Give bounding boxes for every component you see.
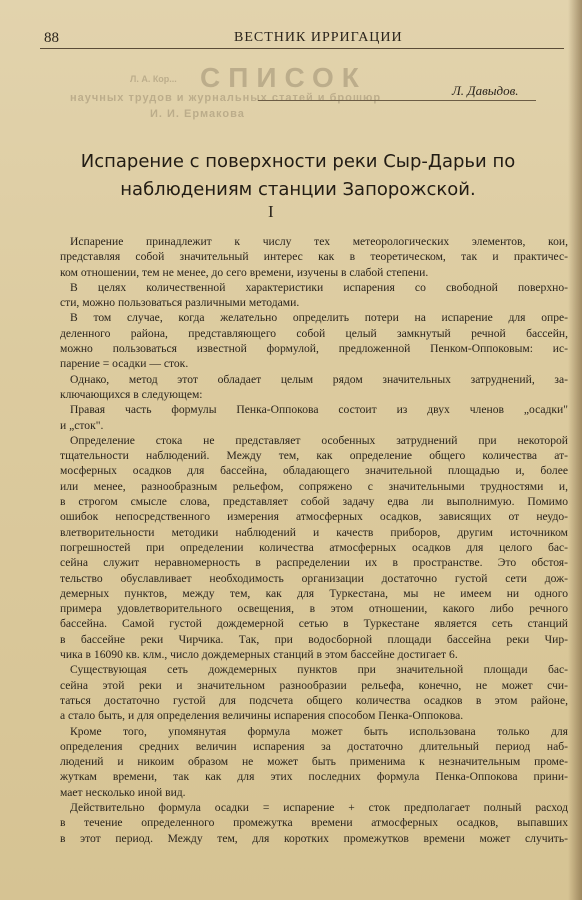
body-line: или менее, разнообразным рельефом, сопряжено с значительными трудностями и, (60, 479, 568, 493)
body-line: Однако, метод этот обладает целым рядом значительных затруднений, за- (70, 372, 568, 386)
running-header (40, 28, 564, 49)
body-line: в бассейне реки Чирчика. Так, при водосборной площади бассейна реки Чир- (60, 632, 568, 646)
body-line: чика в 16090 кв. клм., число дождемерных станций в этом бассейне достигает 6. (60, 648, 458, 662)
body-line: мосферных осадков для бассейна, обладающего значительной площадью и, более (60, 464, 568, 478)
journal-title: ВЕСТНИК ИРРИГАЦИИ (234, 30, 403, 45)
body-line: демерных пунктов, между тем, как для Туркестана, мы не имеем ни одного (60, 586, 568, 600)
body-line: парение = осадки — сток. (60, 357, 189, 371)
body-line: людений и никоим образом не может быть применима к незначительным проме- (60, 755, 568, 769)
body-line: в течение определенного промежутка времени атмосферных осадков, выпавших (60, 816, 568, 830)
body-line: деленного района, представляющего собой целый замкнутый речной бассейн, (60, 326, 568, 340)
body-line: Существующая сеть дождемерных пунктов при значительной площади бас- (70, 663, 568, 677)
author: Л. Давыдов. (452, 83, 519, 98)
body-line: таться достаточно густой для подсчета общего количества осадков в этом районе, (60, 693, 568, 707)
body-line: ключающихся в следующем: (60, 387, 203, 401)
body-line: тельство обуславливает необходимость организации достаточно густой сети дож- (60, 571, 568, 585)
body-line: а стало быть, и для определения величины испарения способом Пенка-Оппокова. (60, 709, 464, 723)
body-line: погрешностей при определении количества атмосферных осадков для целого бас- (60, 540, 568, 554)
body-line: определения средних величин испарения за достаточно длительный период наб- (60, 739, 568, 753)
bleed-through-title: СПИСОК (200, 62, 367, 93)
article-title: Испарение с поверхности реки Сыр-Дарьи по наблюдениям станции Запорожской. (80, 151, 516, 200)
body-line: Кроме того, упомянутая формула может быть использована только для (70, 724, 568, 738)
body-line: в этот период. Между тем, для коротких промежутков времени может случить- (60, 831, 568, 845)
page-edge-shadow (568, 0, 582, 900)
body-line: сейна служит неравномерность в распределении их в пространстве. Это обстоя- (60, 556, 568, 570)
page-number: 88 (44, 30, 59, 46)
body-line: Определение стока не представляет особенных затруднений при некоторой (70, 433, 568, 447)
body-line: мает несколько иной вид. (60, 785, 186, 799)
body-line: представляя собой значительный интерес как в теоретическом, так и практичес- (60, 250, 568, 264)
article-body (60, 234, 568, 846)
body-line: тщательности наблюдений. Между тем, как определение общего количества ат- (60, 449, 568, 463)
bleed-through-line: И. И. Ермакова (150, 108, 245, 120)
bleed-through-small: Л. А. Кор... (130, 74, 177, 84)
body-line: сейна этой реки и значительном разнообразии рельефа, конечно, не может счи- (60, 678, 568, 692)
body-line: ком отношении, тем не менее, до сего времени, изучены в слабой степени. (60, 265, 429, 279)
body-line: жуткам времени, так как для этих последних формула Пенка-Оппокова прини- (60, 770, 568, 784)
body-line: ошибок непосредственного измерения атмосферных осадков, зависящих от неудо- (60, 510, 568, 524)
body-line: примера удовлетворительного освещения, в этом отношении, какого либо речного (60, 602, 568, 616)
body-line: Правая часть формулы Пенка-Оппокова состоит из двух членов „осадки" (70, 403, 568, 417)
body-line: влетворительности методики наблюдений и качеств приборов, другим источником (60, 525, 568, 539)
body-line: сти, можно пользоваться различными методами. (60, 296, 300, 310)
body-line: можно пользоваться известной формулой, предложенной Пенком-Оппоковым: ис- (60, 342, 568, 356)
body-line: В том случае, когда желательно определить потери на испарение для опре- (70, 311, 568, 325)
body-line: В целях количественной характеристики испарения со свободной поверхно- (70, 280, 568, 294)
body-line: Действительно формула осадки = испарение + сток предполагает полный расход (70, 800, 568, 814)
body-line: бассейна. Самой густой дождемерной сетью в Туркестане является сеть станций (60, 617, 568, 631)
section-number: I (268, 202, 274, 221)
author-divider (258, 100, 536, 101)
bleed-through-line: научных трудов и журнальных статей и брошюр (70, 92, 382, 104)
body-line: и „сток". (60, 418, 104, 432)
body-line: Испарение принадлежит к числу тех метеорологических элементов, кои, (70, 235, 568, 248)
body-line: в строгом смысле слова, представляет собой задачу едва ли выполнимую. Помимо (60, 495, 568, 509)
